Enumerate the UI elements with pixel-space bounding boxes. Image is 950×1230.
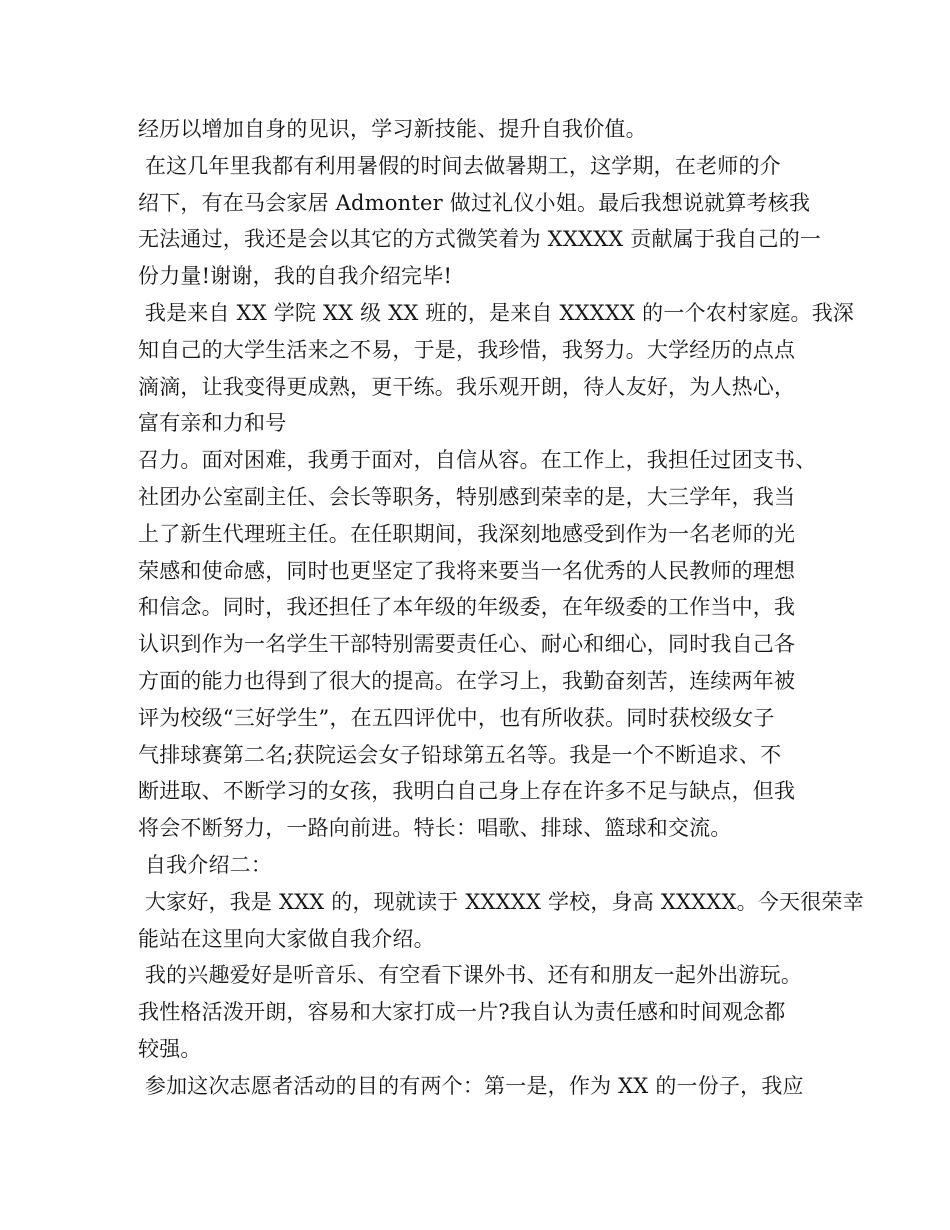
text-line: 较强。 [138,1036,202,1061]
text-line: 能站在这里向大家做自我介绍。 [138,926,435,951]
text-line: 召力。面对困难，我勇于面对，自信从容。在工作上，我担任过团支书、 [138,448,817,473]
text-line: 我是来自 XX 学院 XX 级 XX 班的，是来自 XXXXX 的一个农村家庭。我深 [138,300,855,325]
text-line: 在这几年里我都有利用暑假的时间去做暑期工，这学期，在老师的介 [138,153,781,178]
text-line: 和信念。同时，我还担任了本年级的年级委，在年级委的工作当中，我 [138,595,796,620]
text-line: 富有亲和力和号 [138,411,287,436]
text-line: 上了新生代理班主任。在任职期间，我深刻地感受到作为一名老师的光 [138,521,796,546]
text-line: 认识到作为一名学生干部特别需要责任心、耐心和细心，同时我自己各 [138,632,796,657]
text-line: 无法通过，我还是会以其它的方式微笑着为 XXXXX 贡献属于我自己的一 [138,227,822,252]
text-line: 社团办公室副主任、会长等职务，特别感到荣幸的是，大三学年，我当 [138,484,796,509]
document-body [138,111,864,1105]
text-line: 滴滴，让我变得更成熟，更干练。我乐观开朗，待人友好，为人热心， [138,374,796,399]
text-line: 评为校级“三好学生”，在五四评优中，也有所收获。同时获校级女子 [138,705,775,730]
text-line: 参加这次志愿者活动的目的有两个：第一是，作为 XX 的一份子，我应 [138,1073,804,1098]
text-line: 我的兴趣爱好是听音乐、有空看下课外书、还有和朋友一起外出游玩。 [138,963,803,988]
text-line: 我性格活泼开朗，容易和大家打成一片?我自认为责任感和时间观念都 [138,1000,786,1025]
text-line: 知自己的大学生活来之不易，于是，我珍惜，我努力。大学经历的点点 [138,337,796,362]
text-line: 气排球赛第二名;获院运会女子铅球第五名等。我是一个不断追求、不 [138,742,782,767]
text-line: 方面的能力也得到了很大的提高。在学习上，我勤奋刻苦，连续两年被 [138,668,796,693]
text-line: 荣感和使命感，同时也更坚定了我将来要当一名优秀的人民教师的理想 [138,558,796,583]
text-line: 大家好，我是 XXX 的，现就读于 XXXXX 学校，身高 XXXXX。今天很荣幸 [138,889,864,914]
text-line: 自我介绍二： [138,852,273,877]
text-line: 经历以增加自身的见识，学习新技能、提升自我价值。 [138,117,647,141]
text-line: 份力量!谢谢，我的自我介绍完毕! [138,264,453,289]
text-line: 绍下，有在马会家居 Admonter 做过礼仪小姐。最后我想说就算考核我 [138,190,811,215]
text-line: 断进取、不断学习的女孩，我明白自己身上存在许多不足与缺点，但我 [138,779,796,804]
text-line: 将会不断努力，一路向前进。特长：唱歌、排球、篮球和交流。 [138,816,732,841]
